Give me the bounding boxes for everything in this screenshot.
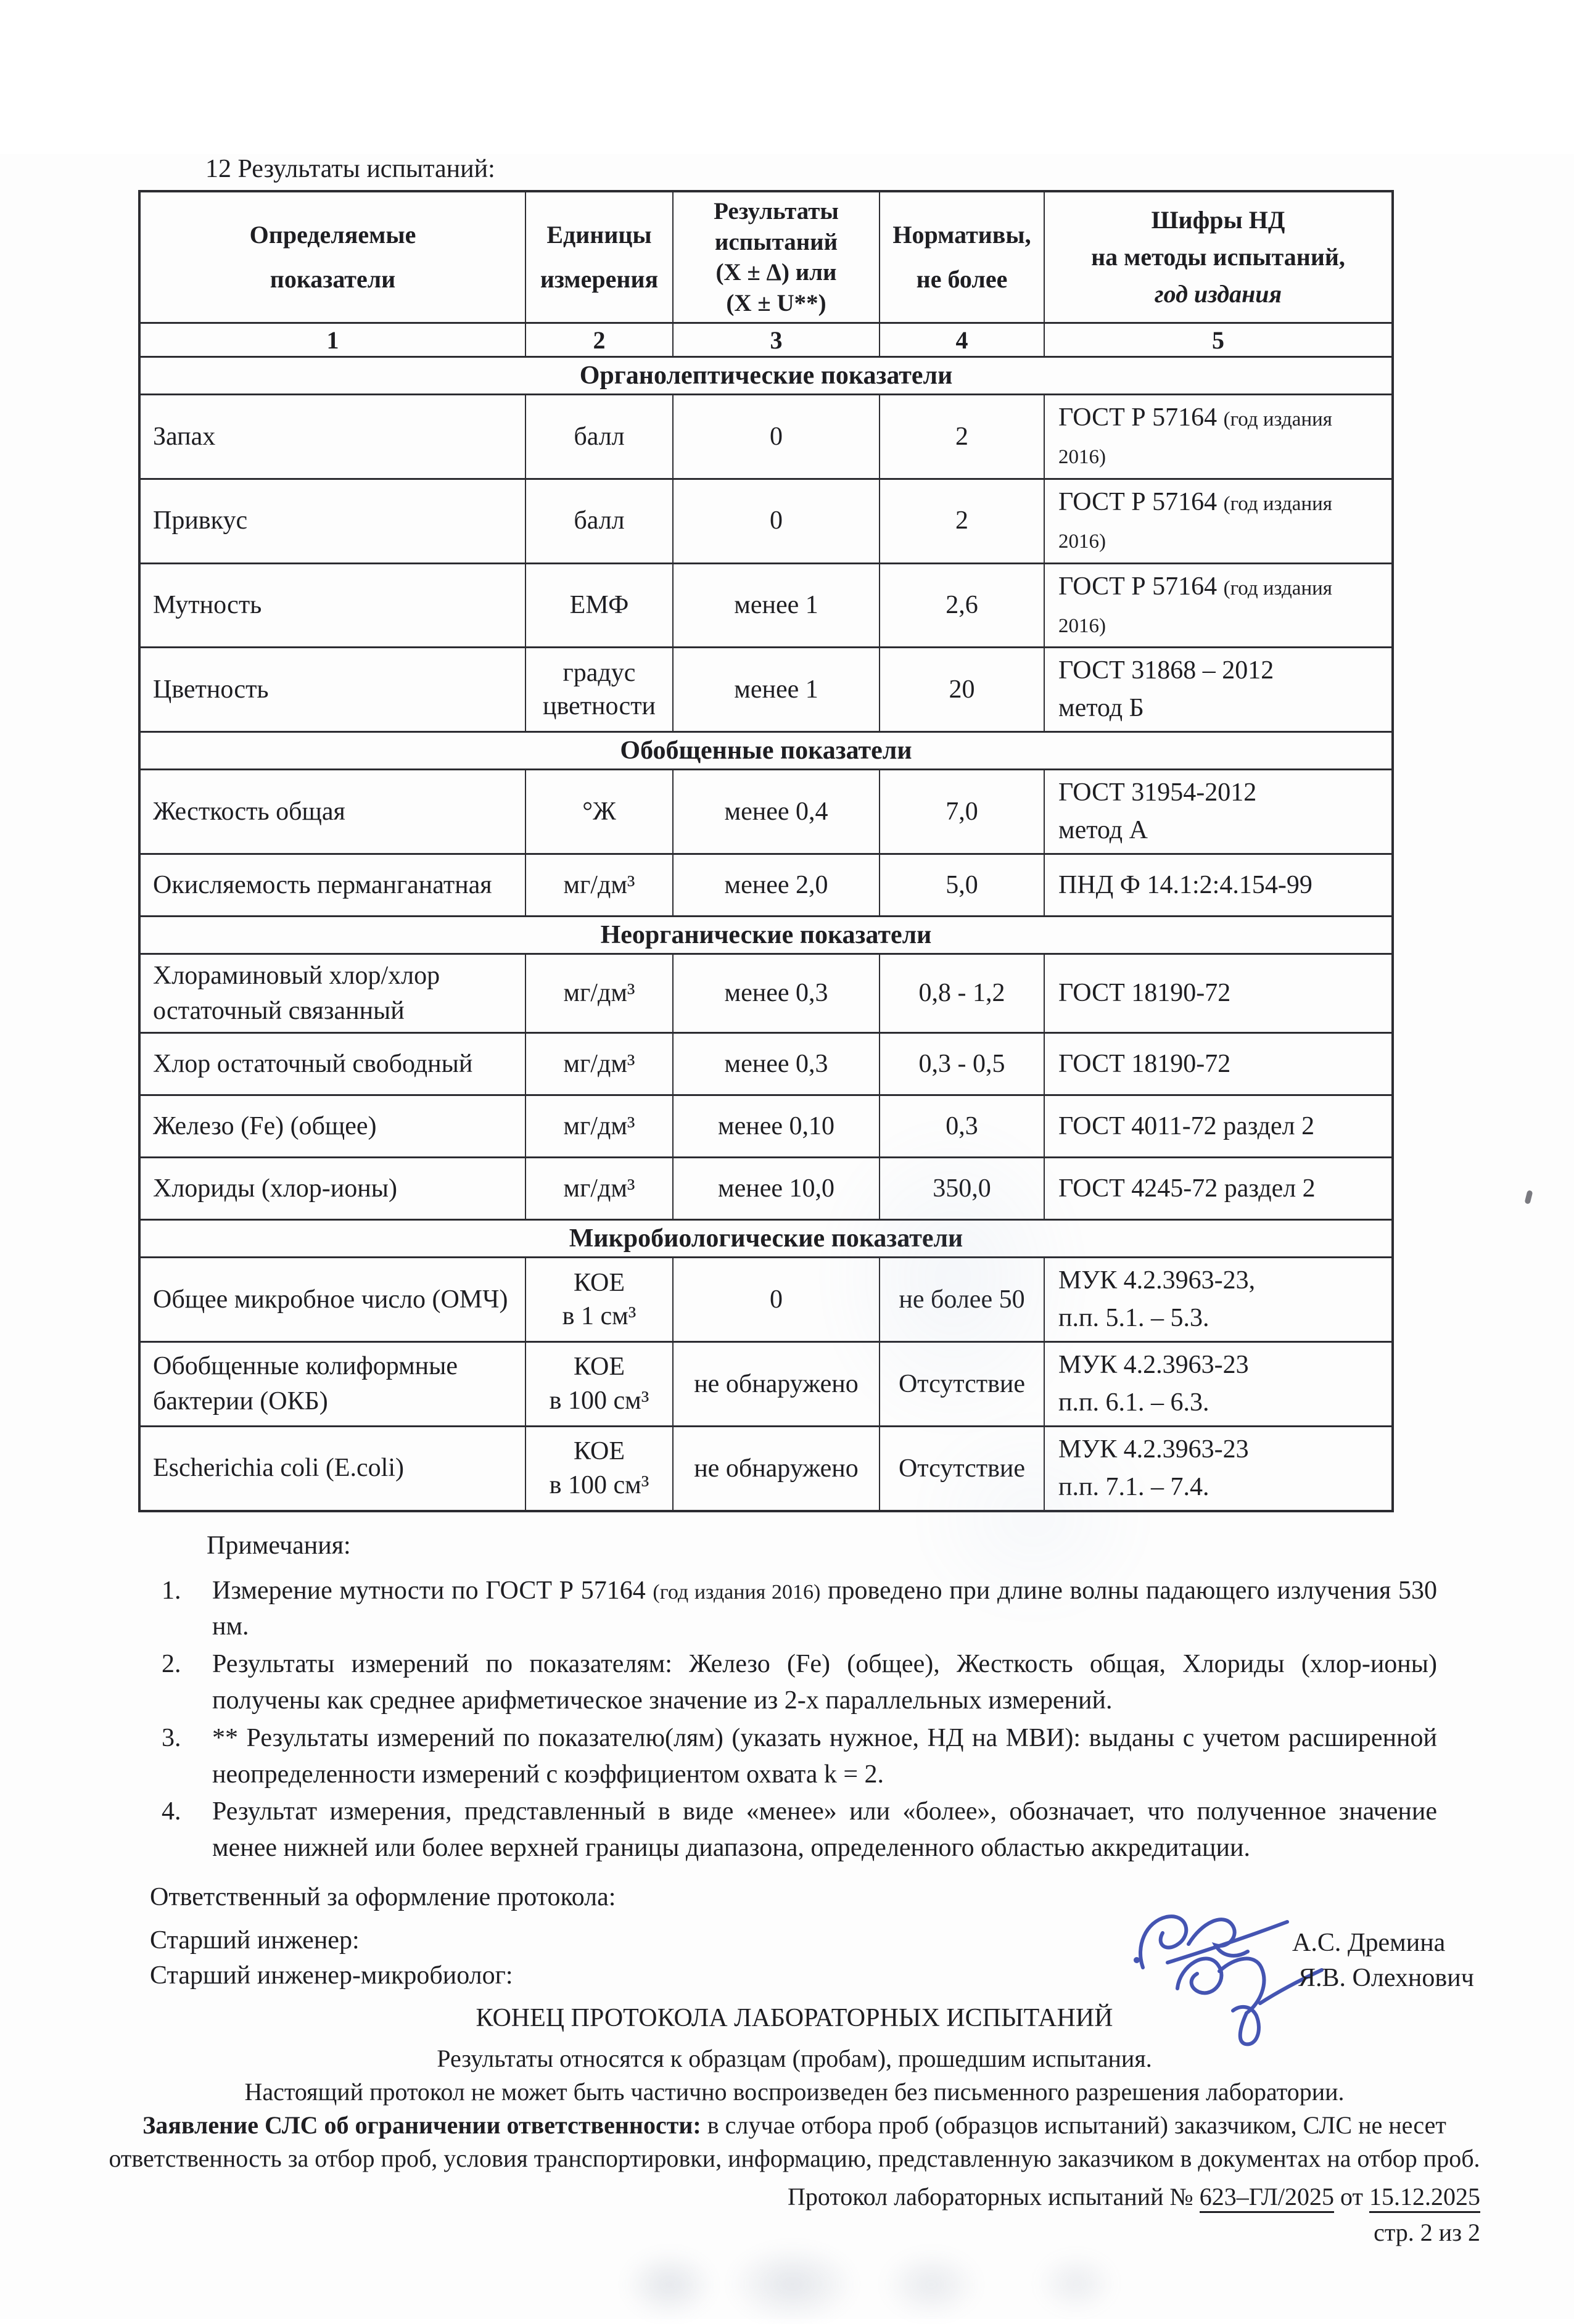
note-item <box>162 1794 1437 1866</box>
section-row <box>139 732 1393 770</box>
signature-block <box>150 1926 1574 2001</box>
method-cell: МУК 4.2.3963-23 п.п. 6.1. – 6.3. <box>1044 1342 1393 1427</box>
indicator-cell: Хлор остаточный свободный <box>139 1033 525 1095</box>
note-number: 2. <box>162 1650 181 1679</box>
end-of-protocol-line: КОНЕЦ ПРОТОКОЛА ЛАБОРАТОРНЫХ ИСПЫТАНИЙ <box>476 2004 1113 2033</box>
result-cell: менее 1 <box>673 563 880 648</box>
table-row <box>139 954 1393 1032</box>
indicator-cell: Жесткость общая <box>139 770 525 854</box>
result-cell: 0 <box>673 395 880 479</box>
result-cell: менее 2,0 <box>673 854 880 916</box>
column-number-cell: 3 <box>673 323 880 357</box>
scan-smudge <box>1036 2252 1116 2314</box>
result-cell: не обнаружено <box>673 1426 880 1510</box>
norm-cell: 7,0 <box>880 770 1044 854</box>
note-text: Результаты измерений по показателям: Железо (Fe) (общее), Жесткость общая, Хлориды (хлор-ионы) получены как среднее арифметическое значение из 2-х параллельных измерений. <box>212 1650 1437 1715</box>
norm-cell: 0,8 - 1,2 <box>880 954 1044 1032</box>
method-cell: ГОСТ 31954-2012 метод А <box>1044 770 1393 854</box>
note-item <box>162 1573 1437 1646</box>
table-row <box>139 1033 1393 1095</box>
responsible-line: Ответственный за оформление протокола: <box>150 1883 616 1912</box>
page-number: стр. 2 из 2 <box>1374 2218 1480 2246</box>
indicator-cell: Окисляемость перманганатная <box>139 854 525 916</box>
indicator-cell: Запах <box>139 395 525 479</box>
protocol-number-line <box>109 2180 1480 2214</box>
indicator-cell: Хлориды (хлор-ионы) <box>139 1158 525 1220</box>
norm-cell: 350,0 <box>880 1158 1044 1220</box>
method-cell: ГОСТ 31868 – 2012 метод Б <box>1044 648 1393 732</box>
scan-smudge <box>623 2250 715 2319</box>
unit-cell: градус цветности <box>525 648 673 732</box>
disclaimer-text: в случае отбора проб (образцов испытаний) заказчиком, СЛС не несет ответственность за отбор проб, условия транспортировки, информацию, представленную заказчиком в документах на отбор проб. <box>109 2111 1480 2172</box>
senior-engineer-name: А.С. Дремина <box>1292 1929 1446 1958</box>
result-cell: не обнаружено <box>673 1342 880 1427</box>
indicator-cell: Общее микробное число (ОМЧ) <box>139 1258 525 1342</box>
table-row <box>139 1095 1393 1158</box>
table-header-row <box>139 191 1393 323</box>
disclaimer-lead: Заявление СЛС об ограничении ответственности: <box>142 2111 701 2139</box>
column-number-row <box>139 323 1393 357</box>
header-cell-4: Нормативы, не более <box>880 191 1044 323</box>
notes-title: Примечания: <box>207 1531 351 1560</box>
method-cell: ГОСТ 4245-72 раздел 2 <box>1044 1158 1393 1220</box>
method-cell: ГОСТ 18190-72 <box>1044 1033 1393 1095</box>
result-cell: менее 1 <box>673 648 880 732</box>
unit-cell: мг/дм³ <box>525 1158 673 1220</box>
method-edition-note: (год издания 2016) <box>1058 492 1332 553</box>
method-edition-note: (год издания 2016) <box>1058 577 1332 637</box>
unit-cell: мг/дм³ <box>525 954 673 1032</box>
column-number-cell: 5 <box>1044 323 1393 357</box>
protocol-mid: от <box>1334 2182 1369 2211</box>
table-row <box>139 1258 1393 1342</box>
unit-cell: °Ж <box>525 770 673 854</box>
footer-note-1: Результаты относятся к образцам (пробам), прошедшим испытания. <box>437 2044 1152 2072</box>
method-cell: МУК 4.2.3963-23, п.п. 5.1. – 5.3. <box>1044 1258 1393 1342</box>
result-cell: менее 0,3 <box>673 1033 880 1095</box>
unit-cell: КОЕ в 100 см³ <box>525 1342 673 1427</box>
norm-cell: не более 50 <box>880 1258 1044 1342</box>
norm-cell: 2,6 <box>880 563 1044 648</box>
result-cell: менее 0,10 <box>673 1095 880 1158</box>
signature-stroke-icon <box>1129 1908 1296 1982</box>
unit-cell: мг/дм³ <box>525 1095 673 1158</box>
table-row <box>139 854 1393 916</box>
method-cell: ПНД Ф 14.1:2:4.154-99 <box>1044 854 1393 916</box>
result-cell: 0 <box>673 1258 880 1342</box>
result-cell: менее 10,0 <box>673 1158 880 1220</box>
method-cell: ГОСТ 4011-72 раздел 2 <box>1044 1095 1393 1158</box>
note-text: Результат измерения, представленный в виде «менее» или «более», обозначает, что полученное значение менее нижней или более верхней границы диапазона, определенного областью аккредитации. <box>212 1797 1437 1863</box>
note-item <box>162 1646 1437 1719</box>
note-text: Измерение мутности по ГОСТ Р 57164 (год издания 2016) проведено при длине волны падающего излучения 530 нм. <box>212 1576 1437 1641</box>
protocol-prefix: Протокол лабораторных испытаний № <box>787 2182 1200 2211</box>
footer-block <box>109 2001 1480 2249</box>
section-title: Обобщенные показатели <box>139 732 1393 770</box>
column-number-cell: 2 <box>525 323 673 357</box>
method-cell: ГОСТ Р 57164 (год издания 2016) <box>1044 563 1393 648</box>
norm-cell: 5,0 <box>880 854 1044 916</box>
notes-list <box>162 1573 1437 1866</box>
result-cell: менее 0,3 <box>673 954 880 1032</box>
section-row <box>139 916 1393 954</box>
norm-cell: 0,3 <box>880 1095 1044 1158</box>
note-number: 1. <box>162 1576 181 1605</box>
senior-engineer-label: Старший инженер: <box>150 1926 360 1955</box>
unit-cell: ЕМФ <box>525 563 673 648</box>
senior-engineer-microbiologist-label: Старший инженер-микробиолог: <box>150 1961 513 1990</box>
indicator-cell: Привкус <box>139 479 525 563</box>
header-cell-1: Определяемые показатели <box>139 191 525 323</box>
norm-cell: 20 <box>880 648 1044 732</box>
method-cell: ГОСТ 18190-72 <box>1044 954 1393 1032</box>
scan-smudge <box>882 2250 981 2319</box>
indicator-cell: Escherichia coli (E.coli) <box>139 1426 525 1510</box>
scan-smudge <box>728 2244 857 2324</box>
column-number-cell: 4 <box>880 323 1044 357</box>
table-row <box>139 648 1393 732</box>
note-text: ** Результаты измерений по показателю(лям) (указать нужное, НД на МВИ): выданы с учетом расширенной неопределенности измерений с коэффициентом охвата k = 2. <box>212 1723 1437 1789</box>
note-number: 3. <box>162 1723 181 1752</box>
footer-disclaimer <box>109 2109 1480 2175</box>
table-row <box>139 770 1393 854</box>
norm-cell: Отсутствие <box>880 1426 1044 1510</box>
scanned-protocol-page <box>0 154 1574 2319</box>
indicator-cell: Мутность <box>139 563 525 648</box>
table-row <box>139 563 1393 648</box>
indicator-cell: Цветность <box>139 648 525 732</box>
unit-cell: мг/дм³ <box>525 1033 673 1095</box>
norm-cell: Отсутствие <box>880 1342 1044 1427</box>
table-row <box>139 395 1393 479</box>
header-cell-3: Результаты испытаний (X ± Δ) или (X ± U**) <box>673 191 880 323</box>
table-row <box>139 479 1393 563</box>
section-title: Органолептические показатели <box>139 357 1393 395</box>
indicator-cell: Хлораминовый хлор/хлор остаточный связанный <box>139 954 525 1032</box>
column-number-cell: 1 <box>139 323 525 357</box>
header-cell-2: Единицы измерения <box>525 191 673 323</box>
section-row <box>139 357 1393 395</box>
unit-cell: мг/дм³ <box>525 854 673 916</box>
section-title: Неорганические показатели <box>139 916 1393 954</box>
norm-cell: 0,3 - 0,5 <box>880 1033 1044 1095</box>
table-row <box>139 1426 1393 1510</box>
unit-cell: балл <box>525 395 673 479</box>
table-row <box>139 1158 1393 1220</box>
section-row <box>139 1220 1393 1258</box>
protocol-date: 15.12.2025 <box>1369 2183 1480 2213</box>
scan-speck <box>1524 1190 1533 1205</box>
senior-engineer-microbiologist-name: Я.В. Олехнович <box>1298 1964 1474 1993</box>
note-edition-note: (год издания 2016) <box>653 1580 821 1604</box>
section-title: Микробиологические показатели <box>139 1220 1393 1258</box>
table-row <box>139 1342 1393 1427</box>
protocol-number: 623–ГЛ/2025 <box>1200 2183 1334 2213</box>
norm-cell: 2 <box>880 479 1044 563</box>
result-cell: менее 0,4 <box>673 770 880 854</box>
result-cell: 0 <box>673 479 880 563</box>
indicator-cell: Железо (Fe) (общее) <box>139 1095 525 1158</box>
unit-cell: КОЕ в 1 см³ <box>525 1258 673 1342</box>
footer-note-2: Настоящий протокол не может быть частично воспроизведен без письменного разрешения лаборатории. <box>244 2077 1345 2106</box>
header-cell-5: Шифры НД на методы испытаний, год издания <box>1044 191 1393 323</box>
method-cell: ГОСТ Р 57164 (год издания 2016) <box>1044 479 1393 563</box>
method-edition-note: (год издания 2016) <box>1058 408 1332 468</box>
method-cell: МУК 4.2.3963-23 п.п. 7.1. – 7.4. <box>1044 1426 1393 1510</box>
indicator-cell: Обобщенные колиформные бактерии (ОКБ) <box>139 1342 525 1427</box>
note-item <box>162 1720 1437 1793</box>
results-table <box>138 190 1394 1512</box>
note-number: 4. <box>162 1797 181 1826</box>
method-cell: ГОСТ Р 57164 (год издания 2016) <box>1044 395 1393 479</box>
unit-cell: КОЕ в 100 см³ <box>525 1426 673 1510</box>
header-edition-note: год издания <box>1154 280 1282 308</box>
results-section-title: 12 Результаты испытаний: <box>205 155 495 183</box>
unit-cell: балл <box>525 479 673 563</box>
norm-cell: 2 <box>880 395 1044 479</box>
